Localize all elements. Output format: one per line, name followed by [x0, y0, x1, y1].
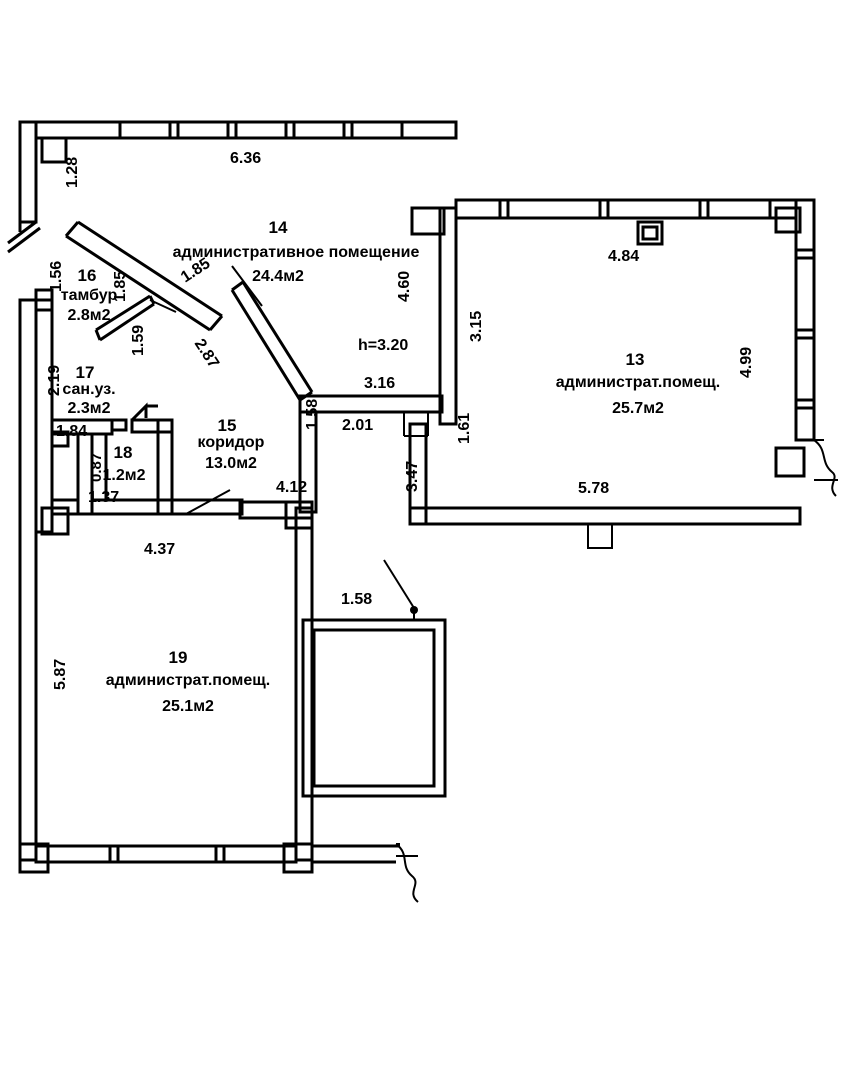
dim-2-87: 2.87: [190, 336, 222, 372]
dim-5-87: 5.87: [52, 658, 69, 690]
dim-4-60: 4.60: [396, 270, 413, 302]
room-area-16: 2.8м2: [67, 307, 111, 324]
room-area-13: 25.7м2: [612, 400, 664, 417]
dim-4-37: 4.37: [144, 541, 176, 558]
dim-1-84: 1.84: [56, 423, 88, 440]
room-number-17: 17: [75, 363, 95, 382]
dim-0-87: 0.87: [88, 452, 105, 482]
dim-1-85-b: 1.85: [178, 255, 214, 287]
dim-top-main: 6.36: [230, 150, 262, 167]
dim-1-61: 1.61: [456, 412, 473, 444]
room-area-19: 25.1м2: [162, 698, 214, 715]
room-number-18: 18: [113, 443, 133, 462]
dim-1-58-a: 1.58: [304, 398, 321, 430]
dim-2-19: 2.19: [46, 364, 63, 396]
room-name-15: коридор: [197, 434, 265, 451]
room-number-15: 15: [217, 416, 237, 435]
dim-1-37: 1.37: [88, 489, 120, 506]
dim-3-15: 3.15: [468, 310, 485, 342]
room-number-16: 16: [77, 266, 97, 285]
room-area-18: 1.2м2: [102, 467, 146, 484]
dim-5-78: 5.78: [578, 480, 610, 497]
room-area-17: 2.3м2: [67, 400, 111, 417]
room-area-14: 24.4м2: [252, 268, 304, 285]
room-name-16: тамбур: [60, 287, 118, 304]
room-name-14: административное помещение: [172, 244, 420, 261]
dim-1-58-b: 1.58: [341, 591, 373, 608]
room-area-15: 13.0м2: [205, 455, 257, 472]
dim-1-56: 1.56: [48, 260, 65, 292]
room-number-19: 19: [168, 648, 188, 667]
dim-1-59: 1.59: [130, 324, 147, 356]
dim-4-12: 4.12: [276, 479, 308, 496]
dim-1-85-a: 1.85: [112, 270, 129, 302]
room-name-19: администрат.помещ.: [105, 672, 271, 689]
dim-4-99: 4.99: [738, 346, 755, 378]
dim-left-upper: 1.28: [64, 156, 81, 188]
room-number-14: 14: [268, 218, 288, 237]
dim-2-01: 2.01: [342, 417, 374, 434]
dim-3-47: 3.47: [404, 460, 421, 492]
room-name-17: сан.уз.: [62, 381, 116, 398]
ceiling-height-note: h=3.20: [358, 337, 409, 354]
dim-4-84: 4.84: [608, 248, 640, 265]
dim-3-16: 3.16: [364, 375, 396, 392]
room-name-13: администрат.помещ.: [555, 374, 721, 391]
room-number-13: 13: [625, 350, 645, 369]
